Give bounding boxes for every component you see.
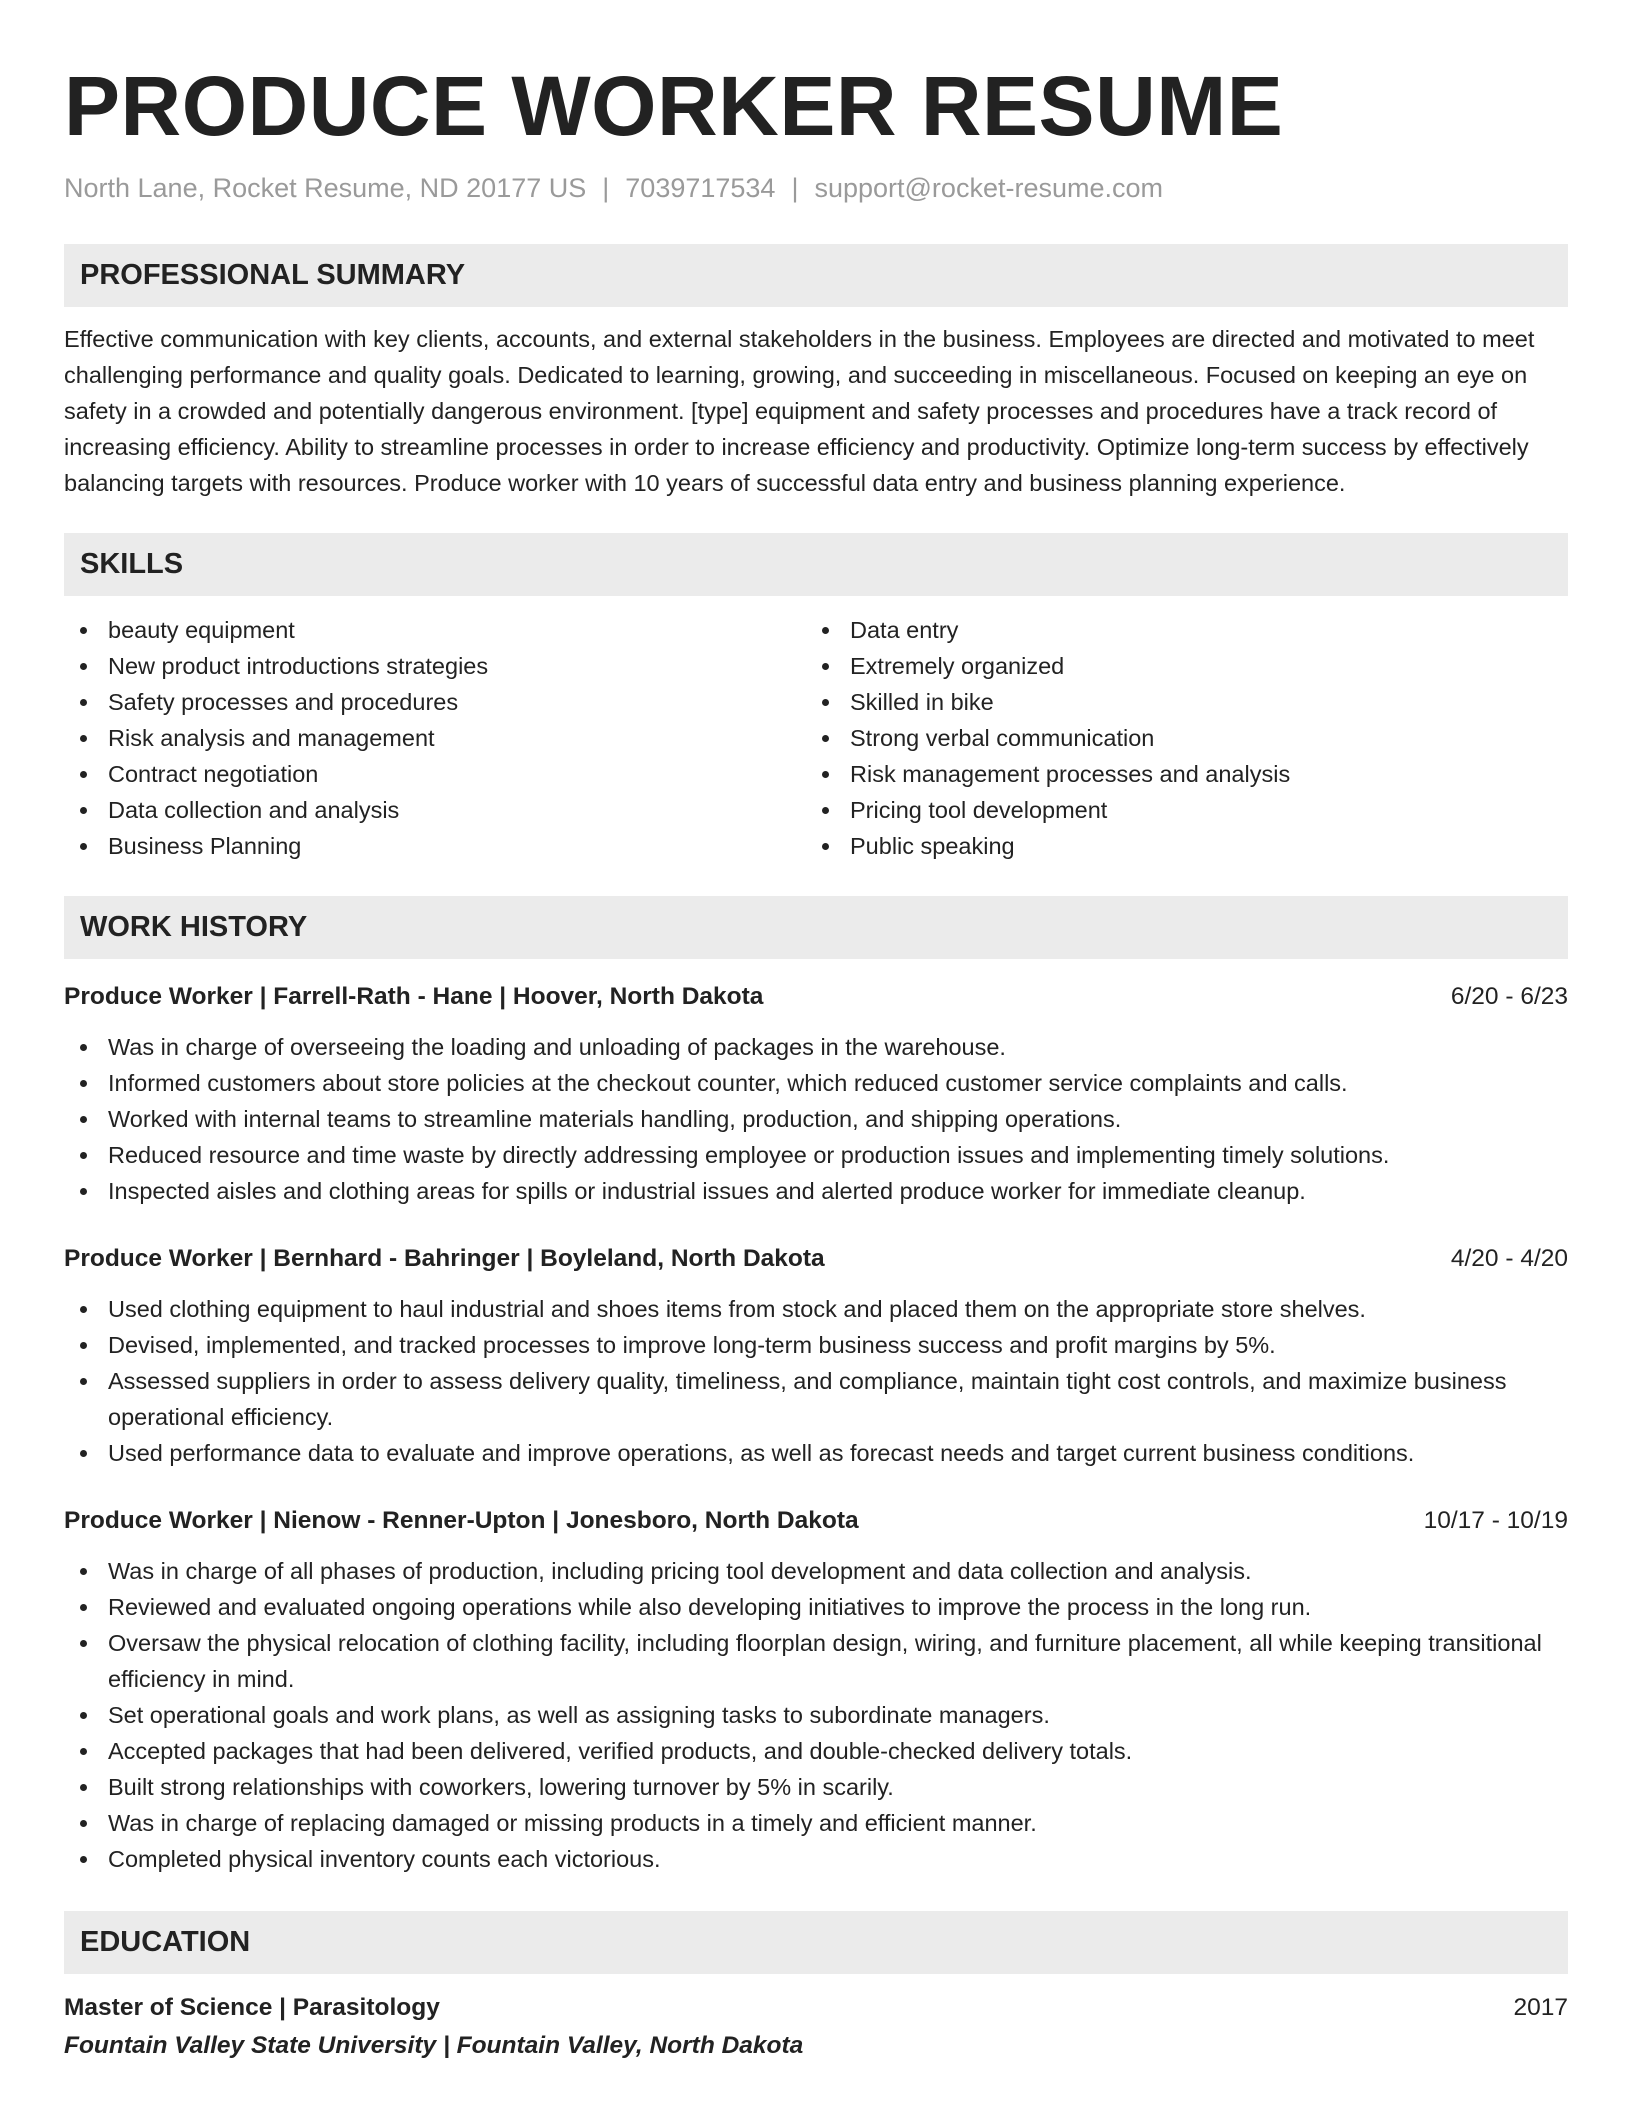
skills-column-left [64,612,806,864]
job-entry [64,1241,1568,1471]
section-header-summary: PROFESSIONAL SUMMARY [64,244,1568,307]
education-school: Fountain Valley State University | Fountain Valley, North Dakota [64,2032,804,2059]
skill-item: Business Planning [64,828,806,864]
job-heading [64,1241,1568,1277]
job-title: Produce Worker | Farrell-Rath - Hane | Hoover, North Dakota [64,983,764,1010]
job-bullet: Was in charge of all phases of production, including pricing tool development and data collection and analysis. [64,1553,1568,1589]
skill-item: Risk management processes and analysis [806,756,1548,792]
skill-item: Contract negotiation [64,756,806,792]
job-dates: 10/17 - 10/19 [1423,1507,1568,1534]
job-heading [64,1503,1568,1539]
job-bullet: Used performance data to evaluate and improve operations, as well as forecast needs and target current business conditions. [64,1435,1568,1471]
job-entry [64,979,1568,1209]
section-header-skills: SKILLS [64,533,1568,596]
skills-list [64,612,1568,864]
job-bullet: Built strong relationships with coworkers, lowering turnover by 5% in scarily. [64,1769,1568,1805]
job-dates: 6/20 - 6/23 [1450,983,1568,1010]
job-bullet: Informed customers about store policies at the checkout counter, which reduced customer service complaints and calls. [64,1065,1568,1101]
resume-title: PRODUCE WORKER RESUME [64,59,1284,153]
job-bullet: Set operational goals and work plans, as well as assigning tasks to subordinate managers. [64,1697,1568,1733]
job-bullet: Completed physical inventory counts each victorious. [64,1841,1568,1877]
job-dates: 4/20 - 4/20 [1450,1245,1568,1272]
job-bullet: Worked with internal teams to streamline materials handling, production, and shipping operations. [64,1101,1568,1137]
skill-item: Data collection and analysis [64,792,806,828]
email: support@rocket-resume.com [814,173,1163,203]
skill-item: Extremely organized [806,648,1548,684]
contact-line [64,170,1568,206]
skills-column-right [806,612,1548,864]
skill-item: Skilled in bike [806,684,1548,720]
address: North Lane, Rocket Resume, ND 20177 US [64,173,587,203]
job-bullets [64,1553,1568,1877]
skill-item: beauty equipment [64,612,806,648]
job-bullet: Oversaw the physical relocation of clothing facility, including floorplan design, wiring, and furniture placement, all while keeping transitional efficiency in mind. [64,1625,1568,1697]
skill-item: Risk analysis and management [64,720,806,756]
job-bullet: Accepted packages that had been delivered, verified products, and double-checked delivery totals. [64,1733,1568,1769]
skill-item: Data entry [806,612,1548,648]
job-bullet: Was in charge of replacing damaged or missing products in a timely and efficient manner. [64,1805,1568,1841]
job-bullet: Reviewed and evaluated ongoing operations while also developing initiatives to improve the process in the long run. [64,1589,1568,1625]
job-bullet: Used clothing equipment to haul industrial and shoes items from stock and placed them on the appropriate store shelves. [64,1291,1568,1327]
job-bullet: Devised, implemented, and tracked processes to improve long-term business success and profit margins by 5%. [64,1327,1568,1363]
job-bullet: Reduced resource and time waste by directly addressing employee or production issues and implementing timely solutions. [64,1137,1568,1173]
job-bullets [64,1291,1568,1471]
job-bullet: Assessed suppliers in order to assess delivery quality, timeliness, and compliance, maintain tight cost controls, and maximize business operational efficiency. [64,1363,1568,1435]
skill-item: New product introductions strategies [64,648,806,684]
job-heading [64,979,1568,1015]
job-title: Produce Worker | Bernhard - Bahringer | Boyleland, North Dakota [64,1245,825,1272]
resume-page [64,0,1568,2064]
summary-text: Effective communication with key clients, accounts, and external stakeholders in the business. Employees are directed and motivated to meet challenging performance and quality goals. Dedicated to learning, growing, and succeeding in miscellaneous. Focused on keeping an eye on safety in a crowded and potentially dangerous environment. [type] equipment and safety processes and procedures have a track record of increasing efficiency. Ability to streamline processes in order to increase efficiency and productivity. Optimize long-term success by effectively balancing targets with resources. Produce worker with 10 years of successful data entry and business planning experience. [64,326,1535,496]
skill-item: Public speaking [806,828,1548,864]
skill-item: Safety processes and procedures [64,684,806,720]
contact-separator: | [791,173,799,203]
skill-item: Pricing tool development [806,792,1548,828]
job-title: Produce Worker | Nienow - Renner-Upton | Jonesboro, North Dakota [64,1507,859,1534]
skill-item: Strong verbal communication [806,720,1548,756]
section-header-education: EDUCATION [64,1911,1568,1974]
phone: 7039717534 [625,173,776,203]
job-bullet: Was in charge of overseeing the loading and unloading of packages in the warehouse. [64,1029,1568,1065]
job-bullet: Inspected aisles and clothing areas for spills or industrial issues and alerted produce worker for immediate cleanup. [64,1173,1568,1209]
education-year: 2017 [1513,1994,1568,2021]
job-entry [64,1503,1568,1877]
education-entry [64,1990,1568,2064]
section-header-work-history: WORK HISTORY [64,896,1568,959]
education-degree: Master of Science | Parasitology [64,1994,440,2021]
contact-separator: | [602,173,610,203]
education-heading [64,1990,1568,2026]
job-bullets [64,1029,1568,1209]
